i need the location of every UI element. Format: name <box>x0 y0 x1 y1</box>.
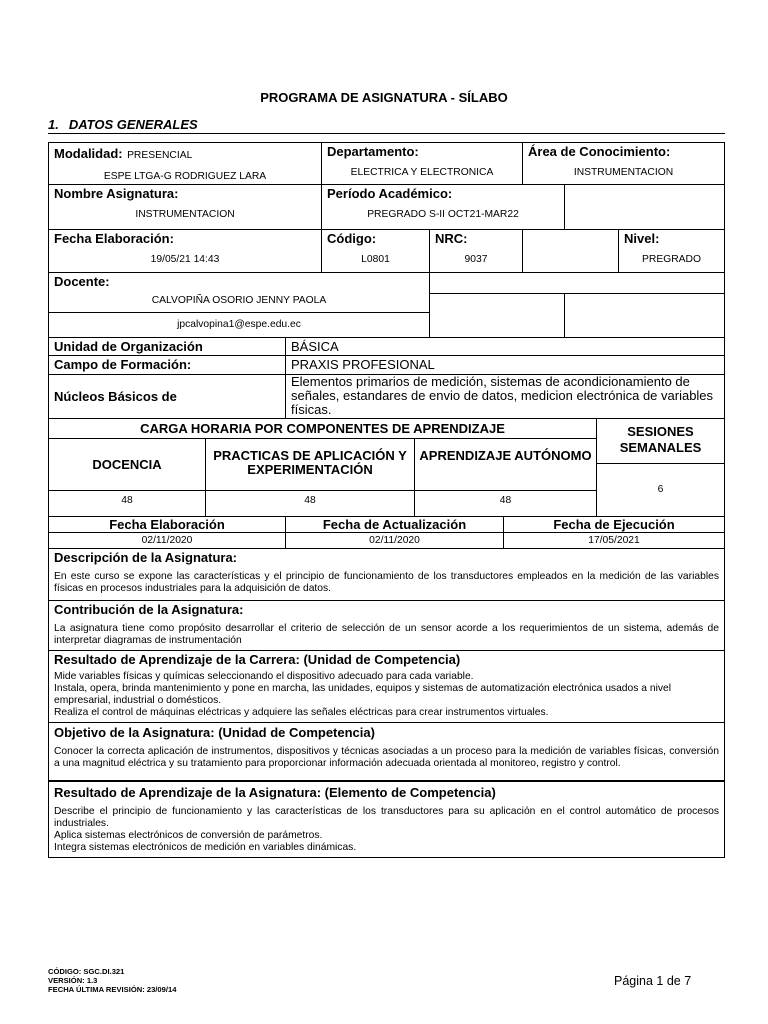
periodo-academico-label: Período Académico: <box>327 186 453 201</box>
resultado-asignatura-section <box>48 781 725 858</box>
contribucion-heading: Contribución de la Asignatura: <box>54 602 244 617</box>
autonomo-hours: 48 <box>499 495 512 506</box>
fecha-elaboracion-header <box>48 516 286 533</box>
footer-revision: FECHA ÚLTIMA REVISIÓN: 23/09/14 <box>48 985 177 994</box>
periodo-academico-cell <box>321 184 565 230</box>
codigo-label: Código: <box>327 231 377 246</box>
modalidad-line <box>54 145 316 163</box>
docencia-label: DOCENCIA <box>92 456 162 472</box>
document-footer <box>48 967 176 994</box>
unidad-organizacion-value-cell <box>285 337 725 356</box>
nucleos-basicos-label: Núcleos Básicos de <box>54 388 177 404</box>
descripcion-heading: Descripción de la Asignatura: <box>54 550 238 565</box>
empty-cell <box>429 293 565 338</box>
campo-formacion-label-cell <box>48 355 286 375</box>
section-rule <box>48 133 725 134</box>
fecha-elaboracion-cell <box>48 229 322 273</box>
nivel-value: PREGRADO <box>642 254 701 265</box>
nivel-label: Nivel: <box>624 231 660 246</box>
docente-cell <box>48 272 430 313</box>
campo-formacion-value: PRAXIS PROFESIONAL <box>291 357 435 372</box>
area-conocimiento-label: Área de Conocimiento: <box>528 144 671 159</box>
docente-name: CALVOPIÑA OSORIO JENNY PAOLA <box>151 295 327 306</box>
resultado-asignatura-item: Describe el principio de funcionamiento y las características de los transductores para su aplicación en el control automático de procesos industriales. <box>54 806 719 829</box>
unidad-organizacion-label-cell <box>48 337 286 356</box>
nombre-asignatura-value: INSTRUMENTACION <box>135 209 235 220</box>
campo-formacion-label: Campo de Formación: <box>54 357 192 372</box>
empty-cell <box>564 184 725 230</box>
document-title: PROGRAMA DE ASIGNATURA - SÍLABO <box>260 90 508 105</box>
practicas-hours: 48 <box>304 495 316 506</box>
autonomo-header <box>414 438 597 491</box>
periodo-academico-value: PREGRADO S-II OCT21-MAR22 <box>367 209 519 220</box>
resultado-asignatura-item: Aplica sistemas electrónicos de conversión de parámetros. <box>54 830 323 841</box>
objetivo-section <box>48 722 725 781</box>
objetivo-text: Conocer la correcta aplicación de instrumentos, dispositivos y técnicas asociadas a un proceso para la medición de variables físicas, conversión a una magnitud eléctrica y su tratamiento para proporcionar información adecuada orientada al monitoreo, registro y control. <box>54 746 719 769</box>
docente-label: Docente: <box>54 274 110 289</box>
docencia-header <box>48 438 206 491</box>
resultado-carrera-item: Mide variables físicas y químicas seleccionando el dispositivo adecuado para cada variable. <box>54 671 474 682</box>
area-conocimiento-cell <box>522 142 725 185</box>
fecha-actualizacion-date: 02/11/2020 <box>369 534 420 546</box>
section-number: 1. <box>48 117 59 132</box>
fecha-actualizacion-label: Fecha de Actualización <box>322 516 467 532</box>
unidad-organizacion-label: Unidad de Organización <box>54 338 203 354</box>
modalidad-label: Modalidad: <box>54 146 123 161</box>
empty-cell <box>522 229 619 273</box>
nombre-asignatura-label: Nombre Asignatura: <box>54 186 179 201</box>
codigo-cell <box>321 229 430 273</box>
campo-formacion-value-cell <box>285 355 725 375</box>
descripcion-text: En este curso se expone las características y el principio de funcionamiento de los transductores empleados en la medición de las variables físicas en procesos industriales para la adquisición de datos. <box>54 571 719 594</box>
modalidad-value: PRESENCIAL <box>127 150 193 161</box>
campus-value: ESPE LTGA-G RODRIGUEZ LARA <box>103 171 267 182</box>
sesiones-semanales-value: 6 <box>657 484 664 495</box>
fecha-elaboracion-value-cell <box>48 532 286 549</box>
resultado-carrera-item: Realiza el control de máquinas eléctricas y adquiere las señales eléctricas para crear instrumentos virtuales. <box>54 707 549 718</box>
page-number: Página 1 de 7 <box>614 974 692 988</box>
footer-codigo: CÓDIGO: SGC.DI.321 <box>48 967 125 976</box>
departamento-label: Departamento: <box>327 144 419 159</box>
unidad-organizacion-value: BÁSICA <box>291 338 339 354</box>
docencia-hours-cell <box>48 490 206 517</box>
resultado-asignatura-heading: Resultado de Aprendizaje de la Asignatura: (Elemento de Competencia) <box>54 785 496 800</box>
nombre-asignatura-cell <box>48 184 322 230</box>
resultado-carrera-section <box>48 650 725 723</box>
carga-horaria-header <box>48 418 597 439</box>
autonomo-hours-cell <box>414 490 597 517</box>
fecha-elaboracion-value: 19/05/21 14:43 <box>150 254 220 265</box>
autonomo-label: APRENDIZAJE AUTÓNOMO <box>419 448 592 463</box>
fecha-elaboracion-date: 02/11/2020 <box>141 534 193 546</box>
nrc-label: NRC: <box>435 231 468 246</box>
resultado-carrera-heading: Resultado de Aprendizaje de la Carrera: (Unidad de Competencia) <box>54 652 461 667</box>
objetivo-heading: Objetivo de la Asignatura: (Unidad de Competencia) <box>54 725 375 740</box>
codigo-value: L0801 <box>361 254 390 265</box>
descripcion-section <box>48 548 725 601</box>
nucleos-basicos-value: Elementos primarios de medición, sistemas de acondicionamiento de señales, estandares de envio de datos, medicion electrónica de variables físicas. <box>291 374 714 417</box>
fecha-elaboracion-label: Fecha Elaboración: <box>54 231 174 246</box>
area-conocimiento-value: INSTRUMENTACION <box>573 167 674 178</box>
sesiones-semanales-value-cell <box>596 463 725 517</box>
section-title: DATOS GENERALES <box>68 117 198 132</box>
departamento-cell <box>321 142 523 185</box>
practicas-label: PRACTICAS DE APLICACIÓN Y EXPERIMENTACIÓN <box>213 448 407 477</box>
contribucion-section <box>48 600 725 651</box>
fecha-elaboracion-header-label: Fecha Elaboración <box>109 516 225 532</box>
fecha-ejecucion-date: 17/05/2021 <box>588 534 640 546</box>
empty-cell <box>564 293 725 338</box>
sesiones-semanales-header <box>596 418 725 464</box>
carga-horaria-title: CARGA HORARIA POR COMPONENTES DE APRENDIZAJE <box>140 420 505 436</box>
modalidad-cell <box>48 142 322 185</box>
section-heading <box>48 118 198 132</box>
nucleos-basicos-value-cell <box>285 374 725 419</box>
nivel-cell <box>618 229 725 273</box>
sesiones-semanales-label: SESIONES SEMANALES <box>619 424 702 455</box>
nrc-value: 9037 <box>464 254 488 265</box>
docencia-hours: 48 <box>121 495 133 506</box>
resultado-asignatura-item: Integra sistemas electrónicos de medición en variables dinámicas. <box>54 842 357 853</box>
fecha-ejecucion-label: Fecha de Ejecución <box>553 516 675 532</box>
fecha-actualizacion-header <box>285 516 504 533</box>
fecha-actualizacion-value-cell <box>285 532 504 549</box>
empty-cell <box>429 272 725 294</box>
contribucion-text: La asignatura tiene como propósito desarrollar el criterio de selección de un sensor acorde a los requerimientos de un sistema, además de interpretar diagramas de instrumentación <box>54 623 719 646</box>
nrc-cell <box>429 229 523 273</box>
footer-version: VERSIÓN: 1.3 <box>48 976 98 985</box>
departamento-value: ELECTRICA Y ELECTRONICA <box>350 167 494 178</box>
nucleos-basicos-label-cell <box>48 374 286 419</box>
practicas-hours-cell <box>205 490 415 517</box>
fecha-ejecucion-header <box>503 516 725 533</box>
fecha-ejecucion-value-cell <box>503 532 725 549</box>
docente-email: jpcalvopina1@espe.edu.ec <box>177 319 301 330</box>
docente-email-cell <box>48 312 430 338</box>
resultado-carrera-item: Instala, opera, brinda mantenimiento y pone en marcha, las unidades, equipos y sistemas de automatización electrónica usados a nivel empresarial, industrial o domésticos. <box>54 683 672 706</box>
practicas-header <box>205 438 415 491</box>
